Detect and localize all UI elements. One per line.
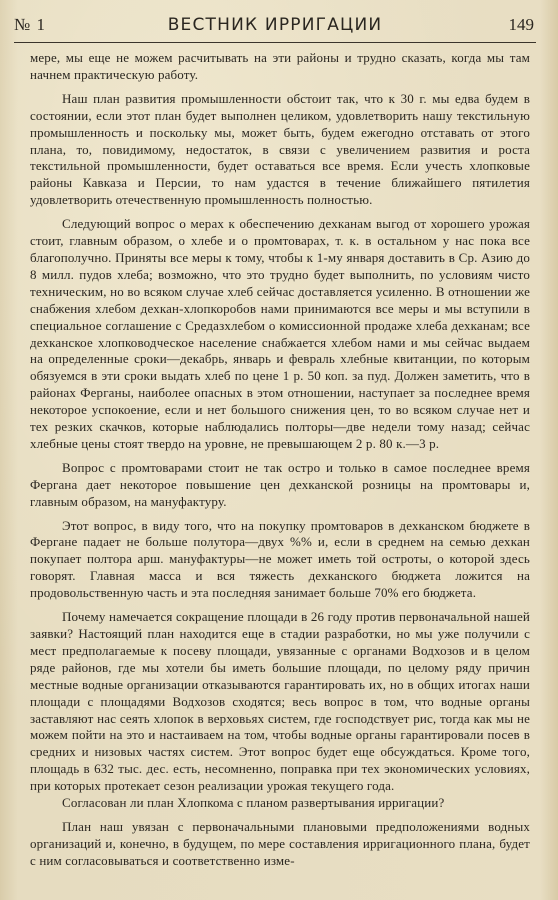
paragraph-area-reduction: Почему намечается сокращение площади в 26 году против первоначальной нашей заявки? Настоящий план находится еще в стадии разработки, но мы уже получили с мест предполагаемые к посеву площади, увязанные с органами Водхозов и в целом ряде районов, где мы хотели бы иметь большие площади, по целому ряду причин местные водные организации отказываются гарантировать их, но в общих итогах наши площади с площадями Водхозов сходятся; весь вопрос в том, что водные органы заставляют нас сеять хлопок в верховьях систем, где господствует рис, тогда как мы не можем пойти на это и настаиваем на том, чтобы водные органы гарантировали посев в средних и низовых частях систем. Этот вопрос будет еще обсуждаться. Кроме того, площадь в 632 тыс. дес. есть, несомненно, поправка при тех экономических условиях, при которых протекает сезон реализации урожая текущего года. (30, 609, 530, 794)
paragraph-question: Согласован ли план Хлопкома с планом развертывания ирригации? (62, 795, 445, 811)
page-number: 149 (508, 15, 534, 34)
paragraph-manufactured-goods: Вопрос с промтоварами стоит не так остро и только в самое последнее время Фергана дает некоторое повышение цен дехканской розницы на промтовары и, главным образом, на мануфактуру. (30, 459, 530, 509)
issue-number: № 1 (14, 15, 46, 34)
paragraph-continuation: мере, мы еще не можем расчитывать на эти районы и трудно сказать, когда мы там начнем практическую работу. (30, 50, 530, 82)
journal-title: ВЕСТНИК ИРРИГАЦИИ (167, 15, 383, 35)
paragraph-grain-supply: Следующий вопрос о мерах к обеспечению дехканам выгод от хорошего урожая стоит, главным образом, о хлебе и о промтоварах, т. к. в остальном у нас пока все благополучно. Приняты все меры к тому, чтобы к 1-му января доставить в Ср. Азию до 8 милл. пудов хлеба; возможно, что это трудно будет выполнить, по условиям чисто техническим, но во всяком случае хлеб сейчас доставляется усиленно. В отношении же снабжения хлебом дехкан-хлопкоробов нами принимаются все меры и мы вступили в специальное соглашение с Средазхлебом о комиссионной продаже хлеба дехканам; все дехканское хлопководческое население снабжается хлебом нами и мы сейчас выдаем на определенные сроки—декабрь, январь и февраль хлебные квитанции, по которым обязуемся в эти сроки выдать хлеб по цене 1 р. 50 коп. за пуд. Должен заметить, что в районах Ферганы, наиболее опасных в этом отношении, наступает за последнее время некоторое успокоение, если и нет большого снижения цен, то во всяком случае нет и тех резких скачков, которые наблюдались полторы—две недели тому назад; сейчас хлебные цены стоят твердо на уровне, не превышающем 2 р. 80 к.—3 р. (30, 216, 530, 451)
page-header (14, 12, 536, 43)
paragraph-plan-linked: План наш увязан с первоначальными плановыми предположениями водных организаций и, конечно, в будущем, по мере составления ирригационного плана, будет с ним согласовываться и соответственно изме- (30, 818, 530, 868)
paragraph-budget: Этот вопрос, в виду того, что на покупку промтоваров в дехканском бюджете в Фергане падает не больше полутора—двух %% и, если в среднем на семью дехкан покупает полтора арш. мануфактуры—не может иметь той остроты, о которой здесь говорят. Главная масса и вся тяжесть дехканского бюджета ложится на продовольственную часть и эта последняя занимает больше 70% его бюджета. (30, 517, 530, 601)
paragraph-industry-plan: Наш план развития промышленности обстоит так, что к 30 г. мы едва будем в состоянии, если этот план будет выполнен целиком, удовлетворить нашу текстильную промышленность и поскольку мы, может быть, будем ежегодно отставать от этого плана, то, повидимому, недостаток, в связи с увеличением развития и роста текстильной промышленности, будет оставаться все время. Если учесть хлопковые районы Кавказа и Персии, то нам удастся в течение ближайшего пятилетия удовлетворить отечественную промышленность полностью. (30, 90, 530, 208)
article-body (30, 50, 530, 877)
